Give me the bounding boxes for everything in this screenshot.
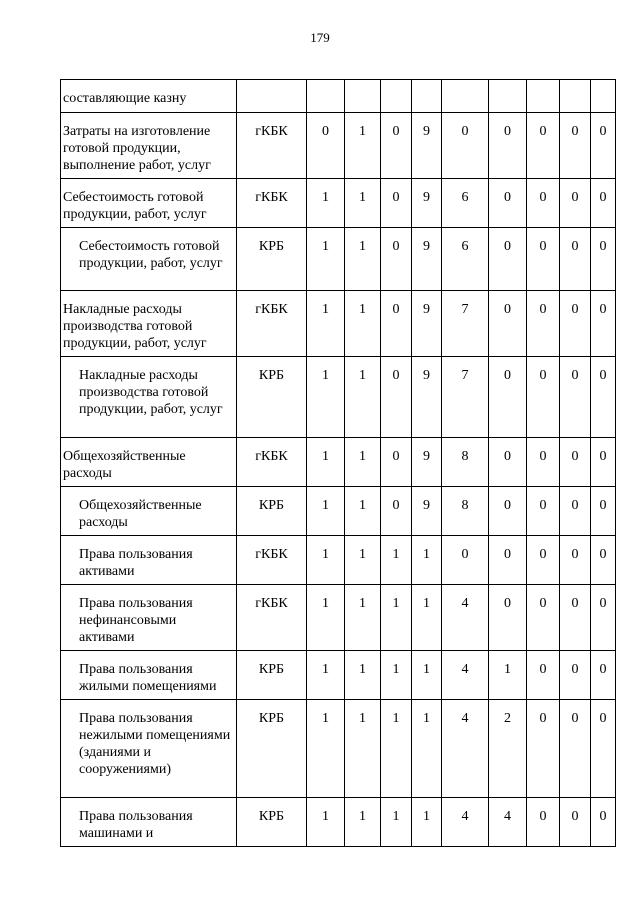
account-digit-cell: 1 [307, 651, 345, 700]
table-body [61, 80, 616, 847]
account-digit-cell: 1 [307, 798, 345, 847]
account-digit-cell [489, 80, 527, 113]
account-digit-cell: 1 [345, 357, 381, 438]
account-digit-cell: 0 [307, 113, 345, 179]
account-digit-cell: 1 [307, 291, 345, 357]
account-digit-cell: 1 [345, 585, 381, 651]
account-digit-cell: 1 [412, 536, 442, 585]
account-digit-cell: 1 [412, 651, 442, 700]
account-digit-cell: 7 [442, 291, 489, 357]
account-digit-cell: 0 [591, 113, 616, 179]
accounts-table [60, 79, 616, 847]
account-digit-cell: 8 [442, 487, 489, 536]
account-digit-cell: 9 [412, 113, 442, 179]
account-digit-cell [412, 80, 442, 113]
account-digit-cell: 0 [527, 536, 560, 585]
account-name-cell: Общехозяйственные расходы [61, 438, 237, 487]
budget-code-cell: гКБК [237, 536, 307, 585]
account-digit-cell: 1 [307, 179, 345, 228]
account-digit-cell [307, 80, 345, 113]
account-name-cell: Права пользования нефинансовыми активами [61, 585, 237, 651]
table-row [61, 536, 616, 585]
table-row [61, 80, 616, 113]
account-digit-cell: 0 [591, 536, 616, 585]
account-digit-cell: 0 [489, 291, 527, 357]
account-digit-cell: 0 [527, 228, 560, 291]
account-digit-cell: 9 [412, 357, 442, 438]
account-digit-cell: 0 [489, 228, 527, 291]
account-name-cell: Права пользования нежилыми помещениями (зданиями и сооружениями) [61, 700, 237, 798]
account-digit-cell: 1 [307, 487, 345, 536]
account-digit-cell: 1 [345, 228, 381, 291]
account-digit-cell: 0 [527, 585, 560, 651]
account-digit-cell: 0 [381, 291, 412, 357]
account-digit-cell: 0 [591, 798, 616, 847]
account-digit-cell: 1 [345, 536, 381, 585]
account-digit-cell: 0 [560, 700, 591, 798]
account-digit-cell [591, 80, 616, 113]
account-digit-cell [442, 80, 489, 113]
account-digit-cell: 0 [381, 228, 412, 291]
account-digit-cell: 4 [489, 798, 527, 847]
account-digit-cell: 4 [442, 798, 489, 847]
account-digit-cell: 1 [345, 438, 381, 487]
account-digit-cell: 0 [527, 798, 560, 847]
account-digit-cell: 2 [489, 700, 527, 798]
account-digit-cell: 1 [381, 536, 412, 585]
account-digit-cell: 0 [527, 113, 560, 179]
account-digit-cell: 1 [307, 700, 345, 798]
budget-code-cell: КРБ [237, 798, 307, 847]
table-row [61, 228, 616, 291]
account-name-cell: Общехозяйственные расходы [61, 487, 237, 536]
table-row [61, 487, 616, 536]
budget-code-cell: гКБК [237, 179, 307, 228]
account-digit-cell: 1 [412, 585, 442, 651]
table-row [61, 179, 616, 228]
account-digit-cell: 0 [381, 438, 412, 487]
account-name-cell: Накладные расходы производства готовой продукции, работ, услуг [61, 357, 237, 438]
budget-code-cell: КРБ [237, 651, 307, 700]
account-digit-cell: 0 [591, 651, 616, 700]
account-digit-cell: 0 [442, 113, 489, 179]
account-digit-cell: 0 [560, 585, 591, 651]
budget-code-cell: КРБ [237, 228, 307, 291]
table-row [61, 585, 616, 651]
account-digit-cell: 6 [442, 228, 489, 291]
account-digit-cell: 0 [560, 536, 591, 585]
account-digit-cell: 6 [442, 179, 489, 228]
account-digit-cell: 9 [412, 487, 442, 536]
account-name-cell: Права пользования жилыми помещениями [61, 651, 237, 700]
account-digit-cell: 0 [527, 357, 560, 438]
account-digit-cell: 9 [412, 438, 442, 487]
account-digit-cell: 0 [527, 291, 560, 357]
budget-code-cell: гКБК [237, 113, 307, 179]
account-digit-cell: 0 [527, 487, 560, 536]
account-digit-cell: 9 [412, 291, 442, 357]
account-digit-cell [345, 80, 381, 113]
budget-code-cell: КРБ [237, 487, 307, 536]
account-digit-cell: 0 [591, 438, 616, 487]
account-digit-cell [527, 80, 560, 113]
table-row [61, 291, 616, 357]
account-digit-cell: 1 [345, 179, 381, 228]
table-row [61, 798, 616, 847]
account-digit-cell: 0 [560, 291, 591, 357]
account-digit-cell: 9 [412, 228, 442, 291]
account-name-cell: Затраты на изготовление готовой продукции, выполнение работ, услуг [61, 113, 237, 179]
budget-code-cell: гКБК [237, 291, 307, 357]
account-digit-cell: 0 [591, 585, 616, 651]
account-digit-cell: 0 [527, 700, 560, 798]
account-digit-cell: 0 [560, 179, 591, 228]
budget-code-cell: гКБК [237, 585, 307, 651]
account-digit-cell: 8 [442, 438, 489, 487]
account-digit-cell: 1 [381, 651, 412, 700]
budget-code-cell: КРБ [237, 357, 307, 438]
account-digit-cell: 0 [489, 487, 527, 536]
account-digit-cell: 0 [489, 585, 527, 651]
budget-code-cell: гКБК [237, 438, 307, 487]
table-row [61, 357, 616, 438]
account-digit-cell: 1 [345, 651, 381, 700]
account-digit-cell: 0 [560, 651, 591, 700]
account-digit-cell: 1 [489, 651, 527, 700]
account-digit-cell: 1 [345, 487, 381, 536]
account-digit-cell: 7 [442, 357, 489, 438]
account-name-cell: Права пользования активами [61, 536, 237, 585]
account-digit-cell: 1 [345, 291, 381, 357]
account-digit-cell: 0 [591, 357, 616, 438]
account-name-cell: Накладные расходы производства готовой продукции, работ, услуг [61, 291, 237, 357]
account-digit-cell: 0 [381, 487, 412, 536]
account-digit-cell: 1 [307, 536, 345, 585]
account-digit-cell: 0 [591, 179, 616, 228]
account-digit-cell: 0 [381, 179, 412, 228]
account-digit-cell: 0 [381, 357, 412, 438]
account-digit-cell: 0 [591, 487, 616, 536]
account-digit-cell: 0 [527, 179, 560, 228]
account-digit-cell: 4 [442, 700, 489, 798]
table-row [61, 651, 616, 700]
account-name-cell: Себестоимость готовой продукции, работ, услуг [61, 179, 237, 228]
account-digit-cell: 0 [489, 536, 527, 585]
account-digit-cell: 1 [307, 438, 345, 487]
account-digit-cell: 0 [560, 113, 591, 179]
account-digit-cell: 0 [560, 357, 591, 438]
account-digit-cell: 4 [442, 651, 489, 700]
table-row [61, 438, 616, 487]
account-digit-cell: 1 [381, 585, 412, 651]
account-digit-cell: 0 [527, 651, 560, 700]
account-digit-cell: 1 [307, 585, 345, 651]
account-digit-cell: 0 [560, 487, 591, 536]
budget-code-cell: КРБ [237, 700, 307, 798]
account-digit-cell: 0 [489, 179, 527, 228]
account-digit-cell: 0 [489, 357, 527, 438]
account-digit-cell: 1 [307, 357, 345, 438]
account-digit-cell: 4 [442, 585, 489, 651]
account-digit-cell: 0 [442, 536, 489, 585]
account-digit-cell: 1 [345, 700, 381, 798]
account-digit-cell: 1 [412, 798, 442, 847]
account-digit-cell: 0 [489, 438, 527, 487]
account-digit-cell: 0 [527, 438, 560, 487]
table-row [61, 113, 616, 179]
account-digit-cell: 1 [381, 798, 412, 847]
account-name-cell: Права пользования машинами и [61, 798, 237, 847]
account-digit-cell: 0 [381, 113, 412, 179]
page-number: 179 [310, 30, 330, 45]
account-digit-cell: 0 [489, 113, 527, 179]
account-digit-cell: 9 [412, 179, 442, 228]
account-digit-cell [381, 80, 412, 113]
account-name-cell: составляющие казну [61, 80, 237, 113]
account-digit-cell: 0 [560, 438, 591, 487]
account-digit-cell: 0 [591, 228, 616, 291]
account-digit-cell: 1 [412, 700, 442, 798]
account-digit-cell: 1 [345, 113, 381, 179]
table-row [61, 700, 616, 798]
account-digit-cell: 1 [381, 700, 412, 798]
account-digit-cell: 0 [560, 798, 591, 847]
account-digit-cell: 0 [560, 228, 591, 291]
account-name-cell: Себестоимость готовой продукции, работ, услуг [61, 228, 237, 291]
budget-code-cell [237, 80, 307, 113]
account-digit-cell: 1 [345, 798, 381, 847]
account-digit-cell [560, 80, 591, 113]
account-digit-cell: 0 [591, 700, 616, 798]
account-digit-cell: 1 [307, 228, 345, 291]
account-digit-cell: 0 [591, 291, 616, 357]
